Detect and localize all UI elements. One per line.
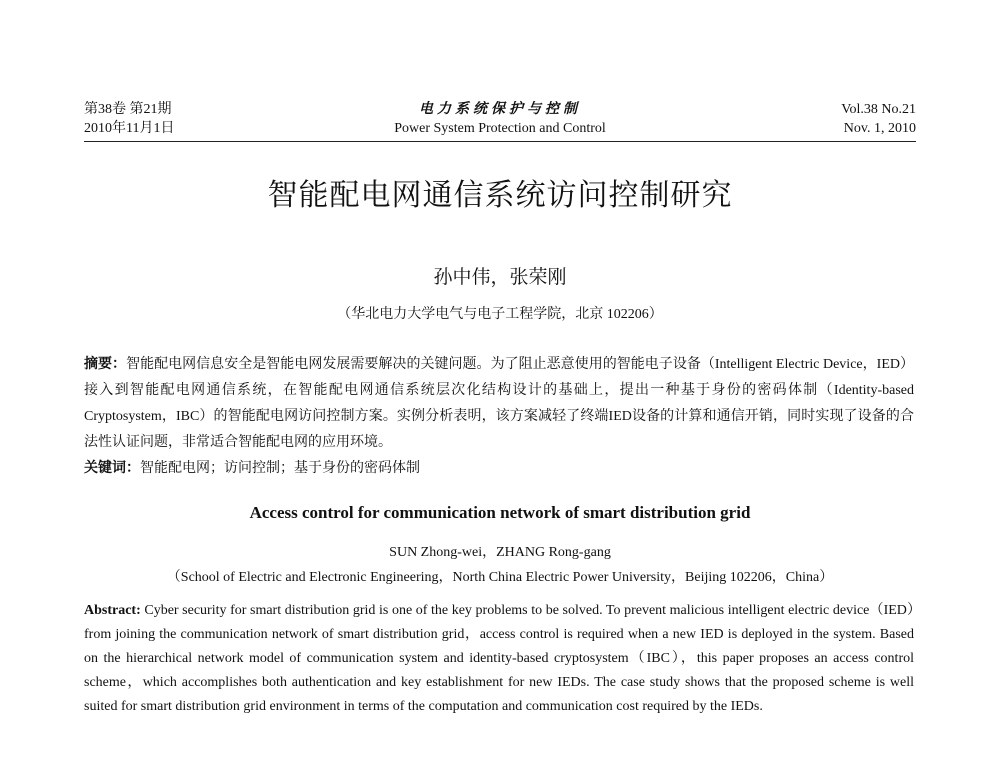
journal-name-en: Power System Protection and Control [394,121,606,136]
header-right [841,100,916,138]
title-en: Access control for communication network of smart distribution grid [249,503,751,522]
keywords-cn-text: 智能配电网；访问控制；基于身份的密码体制 [140,461,420,476]
affiliation-cn: （华北电力大学电气与电子工程学院，北京 102206） [337,307,663,322]
volume-issue-cn: 第38卷 第21期 [84,102,172,117]
date-en: Nov. 1, 2010 [843,121,916,136]
abstract-cn-text: 智能配电网信息安全是智能电网发展需要解决的关键问题。为了阻止恶意使用的智能电子设备（Intelligent Electric Device，IED）接入到智能配电网通信系统，在智能配电网通信系统层次化结构设计的基础上，提出一种基于身份的密码体制（Identity-based Cryptosystem，IBC）的智能配电网访问控制方案。实例分析表明，该方案减轻了终端IED设备的计算和通信开销，同时实现了设备的合法性认证问题，非常适合智能配电网的应用环境。 [84,357,914,450]
abstract-en [84,599,914,719]
authors-en: SUN Zhong-wei，ZHANG Rong-gang [389,545,611,560]
journal-name-cn: 电力系统保护与控制 [419,102,581,117]
abstract-en-text: Cyber security for smart distribution grid is one of the key problems to be solved. To prevent malicious intelligent electric device（IED）from joining the communication network of smart distribution grid，access control is required when a new IED is deployed in the system. Based on the hierarchical network model of communication system and identity-based cryptosystem（IBC），this paper proposes an access control scheme，which accomplishes both authentication and key establishment for new IEDs. The case study shows that the proposed scheme is well suited for smart distribution grid environment in terms of the computation and communication cost required by the IEDs. [84,603,914,714]
title-cn: 智能配电网通信系统访问控制研究 [267,178,733,213]
abstract-cn-label: 摘要： [84,357,127,372]
header-rule [84,141,916,142]
abstract-en-label: Abstract: [84,603,141,618]
affiliation-en: （School of Electric and Electronic Engineering，North China Electric Power University，Beijing 102206，China） [166,570,834,585]
keywords-cn-label: 关键词： [84,461,140,476]
abstract-cn [84,352,914,456]
authors-cn: 孙中伟，张荣刚 [433,267,567,288]
volume-issue-en: Vol.38 No.21 [841,102,916,117]
keywords-cn [84,456,914,482]
date-cn: 2010年11月1日 [84,121,175,136]
